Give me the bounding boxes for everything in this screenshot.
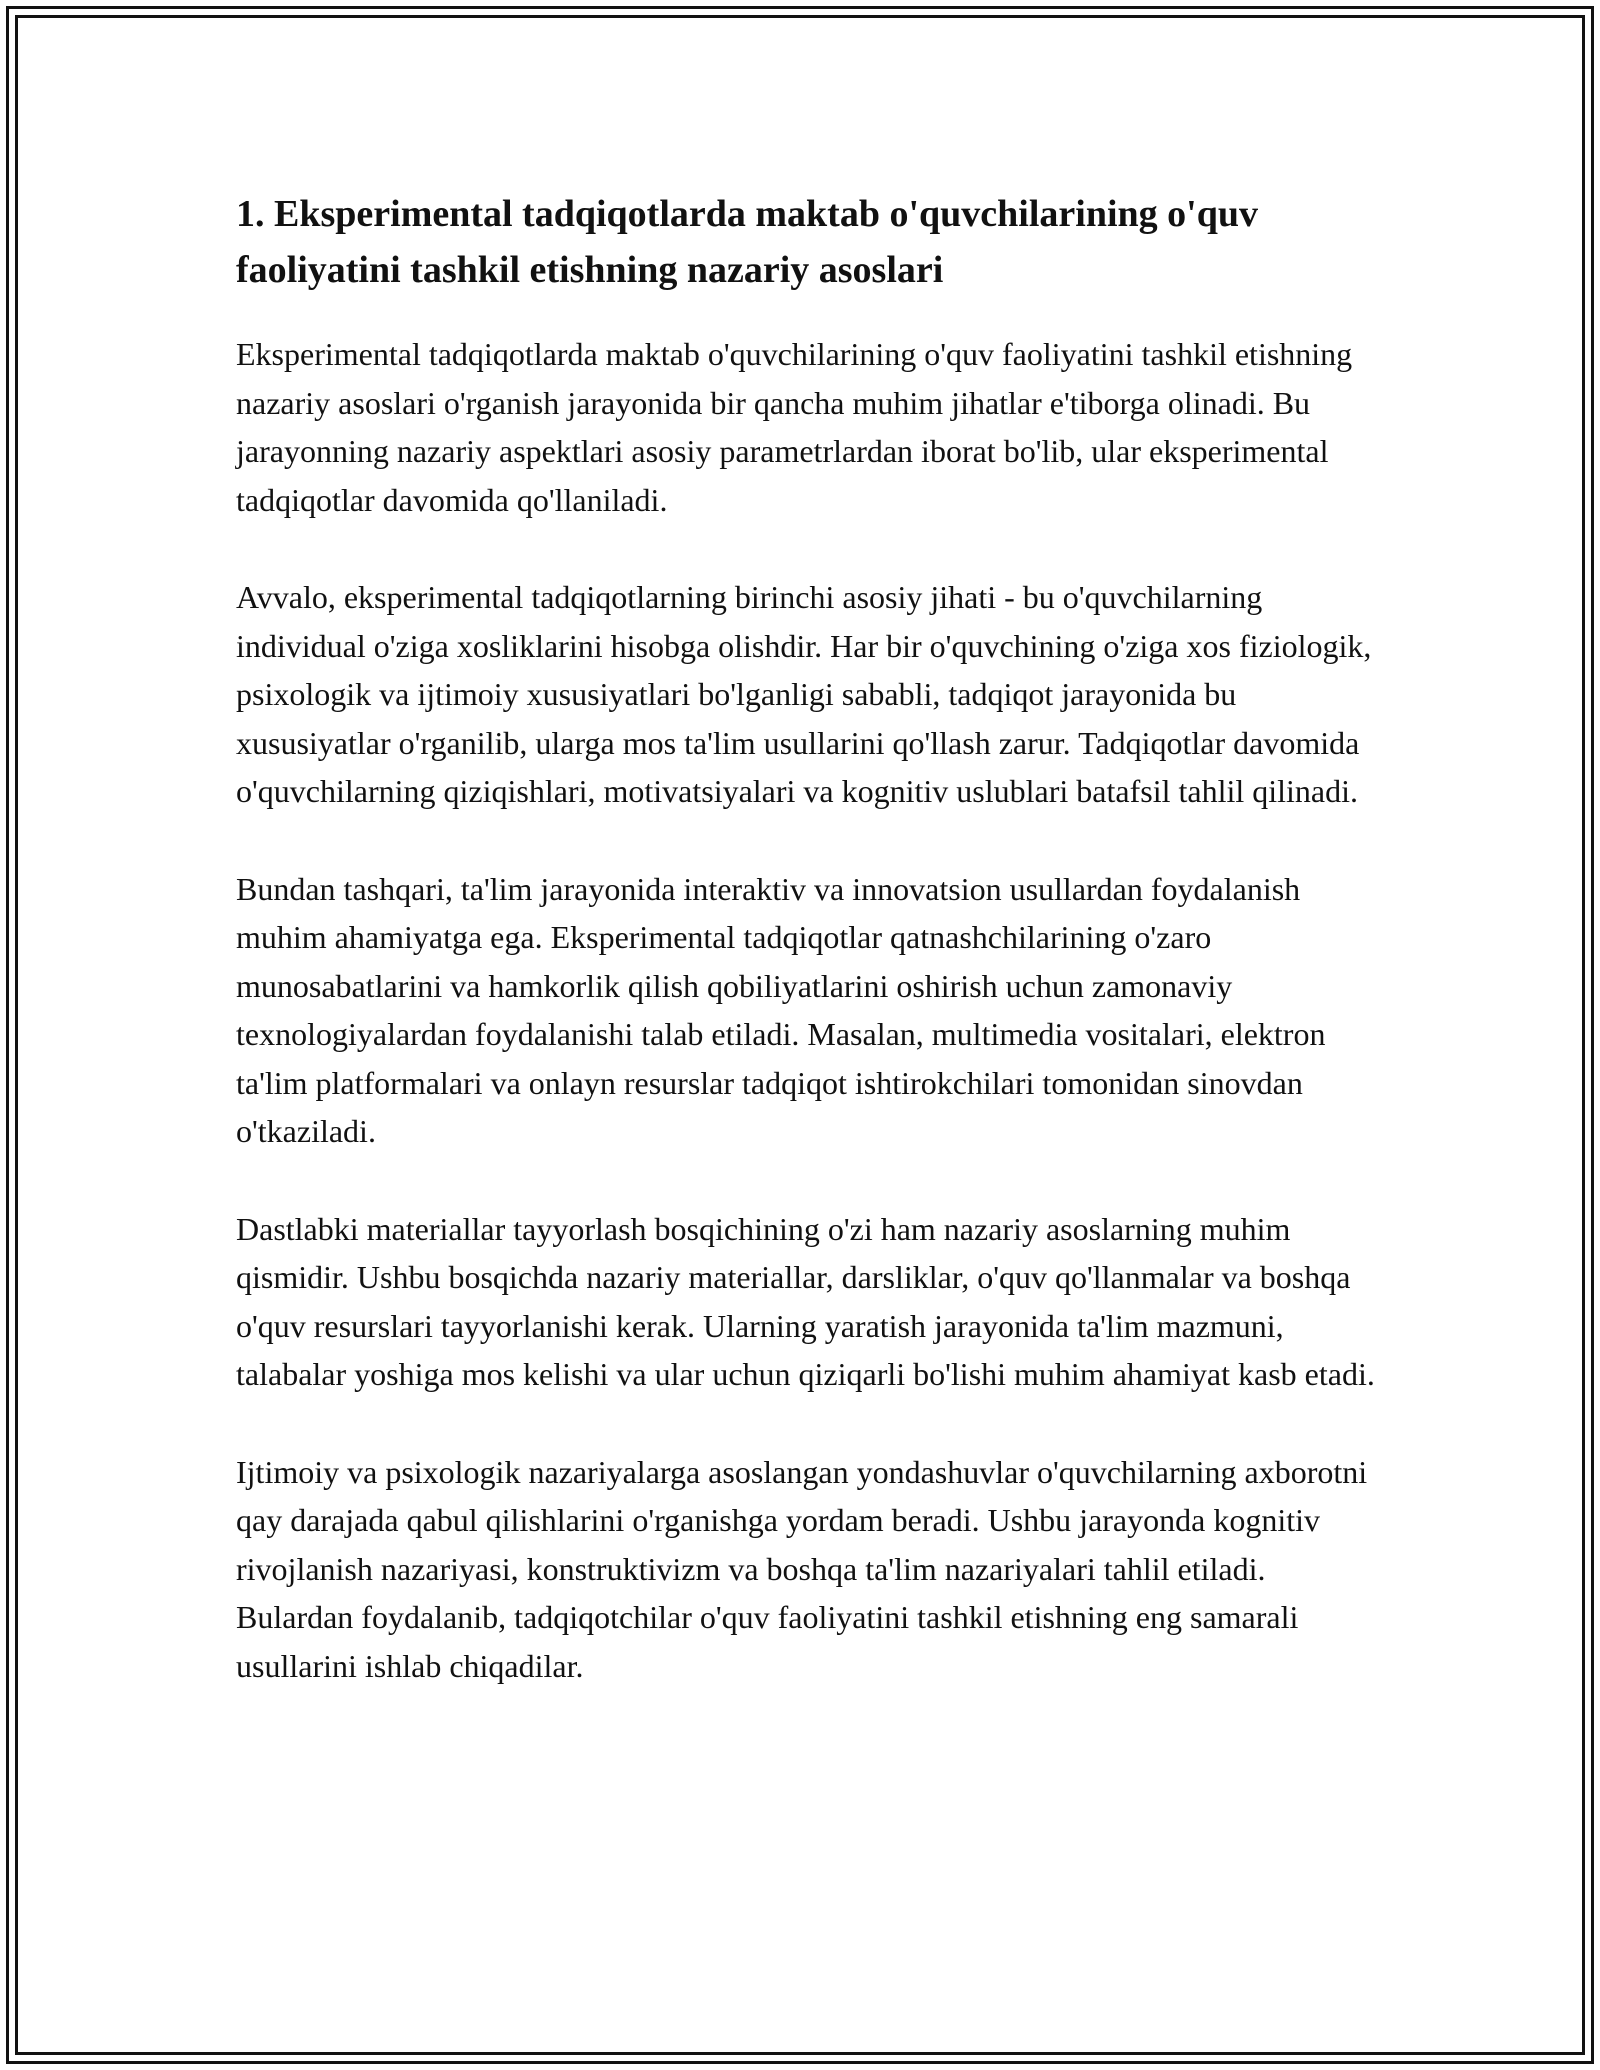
document-body [236, 186, 1376, 1690]
paragraph: Bundan tashqari, ta'lim jarayonida interaktiv va innovatsion usullardan foydalanish muhim ahamiyatga ega. Eksperimental tadqiqotlar qatnashchilarining o'zaro munosabatlarini va hamkorlik qilish qobiliyatlarini oshirish uchun zamonaviy texnologiyalardan foydalanishi talab etiladi. Masalan, multimedia vositalari, elektron ta'lim platformalari va onlayn resurslar tadqiqot ishtirokchilari tomonidan sinovdan o'tkaziladi. [236, 870, 1326, 1149]
paragraph: Dastlabki materiallar tayyorlash bosqichining o'zi ham nazariy asoslarning muhim qismidir. Ushbu bosqichda nazariy materiallar, darsliklar, o'quv qo'llanmalar va boshqa o'quv resurslari tayyorlanishi kerak. Ularning yaratish jarayonida ta'lim mazmuni, talabalar yoshiga mos kelishi va ular uchun qiziqarli bo'lishi muhim ahamiyat kasb etadi. [236, 1210, 1375, 1392]
paragraph: Eksperimental tadqiqotlarda maktab o'quvchilarining o'quv faoliyatini tashkil etishning nazariy asoslari o'rganish jarayonida bir qancha muhim jihatlar e'tiborga olinadi. Bu jarayonning nazariy aspektlari asosiy parametrlardan iborat bo'lib, ular eksperimental tadqiqotlar davomida qo'llaniladi. [236, 336, 1353, 518]
section-title: 1. Eksperimental tadqiqotlarda maktab o'quvchilarining o'quv faoliyatini tashkil etishning nazariy asoslari [236, 193, 1258, 291]
paragraph: Ijtimoiy va psixologik nazariyalarga asoslangan yondashuvlar o'quvchilarning axborotni qay darajada qabul qilishlarini o'rganishga yordam beradi. Ushbu jarayonda kognitiv rivojlanish nazariyasi, konstruktivizm va boshqa ta'lim nazariyalari tahlil etiladi. Bulardan foydalanib, tadqiqotchilar o'quv faoliyatini tashkil etishning eng samarali usullarini ishlab chiqadilar. [236, 1453, 1368, 1684]
paragraph: Avvalo, eksperimental tadqiqotlarning birinchi asosiy jihati - bu o'quvchilarning individual o'ziga xosliklarini hisobga olishdir. Har bir o'quvchining o'ziga xos fiziologik, psixologik va ijtimoiy xususiyatlari bo'lganligi sababli, tadqiqot jarayonida bu xususiyatlar o'rganilib, ularga mos ta'lim usullarini qo'llash zarur. Tadqiqotlar davomida o'quvchilarning qiziqishlari, motivatsiyalari va kognitiv uslublari batafsil tahlil qilinadi. [236, 579, 1372, 809]
